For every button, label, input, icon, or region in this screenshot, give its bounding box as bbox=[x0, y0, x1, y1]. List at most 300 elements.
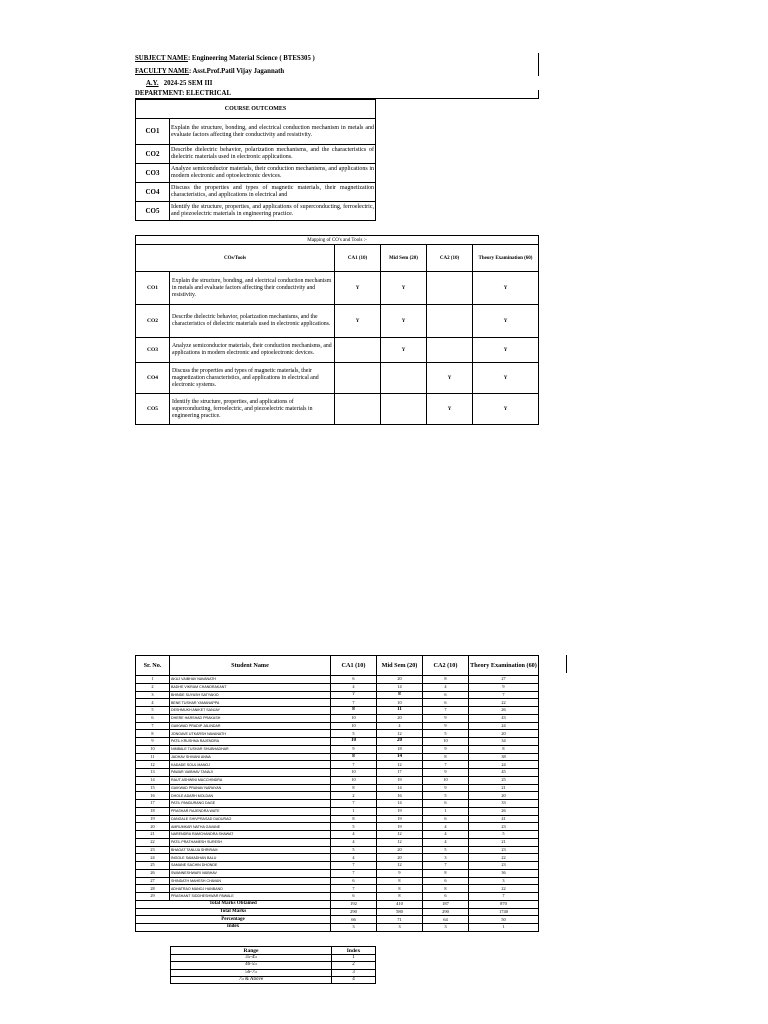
ca2-cell: 6 bbox=[423, 691, 469, 699]
range-row bbox=[171, 955, 376, 962]
theory-cell: 26 bbox=[469, 807, 539, 815]
midsem-cell: 17 bbox=[377, 769, 423, 777]
mapping-midsem: Y bbox=[381, 272, 427, 305]
ca1-cell: 8 bbox=[331, 815, 377, 823]
ca2-cell: 8 bbox=[423, 885, 469, 893]
mapping-theory: Y bbox=[473, 272, 539, 305]
ca1-cell: 10 bbox=[331, 776, 377, 784]
mapping-header-ca2: CA2 (10) bbox=[427, 245, 473, 272]
sr-no-cell: 5 bbox=[136, 707, 170, 715]
ca2-cell: 1 bbox=[423, 807, 469, 815]
student-name-cell: KADADE SOUL MANOJ bbox=[170, 761, 331, 769]
midsem-cell: 20 bbox=[377, 846, 423, 854]
table-row bbox=[136, 745, 539, 753]
midsem-cell: 12 bbox=[377, 831, 423, 839]
ca1-cell: 8 bbox=[331, 753, 377, 761]
summary-value: 3 bbox=[377, 924, 423, 932]
midsem-cell: 20 bbox=[377, 854, 423, 862]
theory-cell: 5 bbox=[469, 831, 539, 839]
student-name-cell: SAMANE SACHIN DHONDE bbox=[170, 862, 331, 870]
sr-no-cell: 23 bbox=[136, 846, 170, 854]
summary-row bbox=[136, 924, 539, 932]
theory-cell: 27 bbox=[469, 676, 539, 684]
ca1-cell: 9 bbox=[331, 745, 377, 753]
sr-no-cell: 25 bbox=[136, 862, 170, 870]
midsem-cell: 12 bbox=[377, 761, 423, 769]
sr-no-cell: 17 bbox=[136, 800, 170, 808]
mapping-ca2 bbox=[427, 338, 473, 363]
theory-cell: 20 bbox=[469, 730, 539, 738]
ca2-cell: 9 bbox=[423, 769, 469, 777]
sr-no-cell: 26 bbox=[136, 869, 170, 877]
midsem-cell: 19 bbox=[377, 776, 423, 784]
theory-cell: 25 bbox=[469, 776, 539, 784]
ca2-cell: 9 bbox=[423, 722, 469, 730]
co-row bbox=[136, 202, 376, 221]
table-row bbox=[136, 769, 539, 777]
ca2-cell: 4 bbox=[423, 838, 469, 846]
ca1-cell: 2 bbox=[331, 792, 377, 800]
sr-no-cell: 11 bbox=[136, 753, 170, 761]
mapping-header-theory: Theory Examination (60) bbox=[473, 245, 539, 272]
table-row bbox=[136, 877, 539, 885]
range-cell: 35-45 bbox=[171, 955, 332, 962]
ca1-cell: 7 bbox=[331, 691, 377, 699]
mapping-ca1 bbox=[335, 363, 381, 394]
summary-value: 870 bbox=[469, 900, 539, 908]
theory-cell: 41 bbox=[469, 815, 539, 823]
ca1-cell: 4 bbox=[331, 838, 377, 846]
student-marks-table bbox=[135, 655, 539, 932]
co-text: Identify the structure, properties, and applications of superconducting, ferroelectric, and piezoelectric materials in engineering practice. bbox=[170, 202, 376, 221]
ca1-cell: 6 bbox=[331, 893, 377, 901]
co-text: Analyze semiconductor materials, their conduction mechanisms, and applications in modern electronic and optoelectronic devices. bbox=[170, 164, 376, 183]
ay-label: A.Y. bbox=[146, 80, 159, 87]
summary-row bbox=[136, 916, 539, 924]
summary-value: 66 bbox=[331, 916, 377, 924]
midsem-cell: 20 bbox=[377, 738, 423, 746]
student-name-cell: PATIL KRUSHNA RAJENDRA bbox=[170, 738, 331, 746]
ca1-cell: 4 bbox=[331, 854, 377, 862]
mapping-ca1: Y bbox=[335, 305, 381, 338]
header-midsem: Mid Sem (20) bbox=[377, 656, 423, 676]
index-cell: 2 bbox=[332, 962, 376, 969]
mapping-row bbox=[136, 305, 539, 338]
range-header: Range bbox=[171, 947, 332, 955]
ca1-cell: 7 bbox=[331, 699, 377, 707]
co-code: CO5 bbox=[136, 202, 170, 221]
student-name-cell: BADHE VIKRAM CHANDRAKANT bbox=[170, 683, 331, 691]
mapping-row bbox=[136, 394, 539, 425]
midsem-cell: 11 bbox=[377, 707, 423, 715]
ca1-cell: 10 bbox=[331, 769, 377, 777]
ca1-cell: 10 bbox=[331, 714, 377, 722]
student-name-cell: DESHMUKH ANIKET SANJAY bbox=[170, 707, 331, 715]
mapping-header-midsem: Mid Sem (20) bbox=[381, 245, 427, 272]
table-row bbox=[136, 862, 539, 870]
table-row bbox=[136, 776, 539, 784]
student-name-cell: PATIL PANDURANG DAGE bbox=[170, 800, 331, 808]
midsem-cell: 10 bbox=[377, 699, 423, 707]
summary-value: 580 bbox=[377, 908, 423, 916]
faculty-line bbox=[135, 67, 284, 76]
theory-cell: 36 bbox=[469, 869, 539, 877]
sr-no-cell: 12 bbox=[136, 761, 170, 769]
sr-no-cell: 1 bbox=[136, 676, 170, 684]
mapping-header-cos: COs/Tools bbox=[136, 245, 335, 272]
student-name-cell: BHINDE SUYASH SATYAKIO bbox=[170, 691, 331, 699]
ca2-cell: 5 bbox=[423, 846, 469, 854]
mapping-text: Discuss the properties and types of magnetic materials, their magnetization characteristics, and applications in electrical and electronic systems. bbox=[170, 363, 335, 394]
student-name-cell: DHOLE ADARH MOLDAN bbox=[170, 792, 331, 800]
theory-cell: 3 bbox=[469, 877, 539, 885]
table-row bbox=[136, 722, 539, 730]
ca2-cell: 3 bbox=[423, 854, 469, 862]
midsem-cell: 14 bbox=[377, 683, 423, 691]
midsem-cell: 18 bbox=[377, 745, 423, 753]
theory-cell: 33 bbox=[469, 800, 539, 808]
index-cell: 1 bbox=[332, 955, 376, 962]
header-ca1: CA1 (10) bbox=[331, 656, 377, 676]
table-row bbox=[136, 683, 539, 691]
student-name-cell: NARENDRA RAMCHANDRA SHAWAT bbox=[170, 831, 331, 839]
student-name-cell: JADHAV SHIVANI ANNA bbox=[170, 753, 331, 761]
student-name-cell: SHINDATH MAHESH CHAVAN bbox=[170, 877, 331, 885]
summary-label: Percentage bbox=[136, 916, 331, 924]
mapping-row bbox=[136, 338, 539, 363]
course-outcomes-table bbox=[135, 99, 376, 221]
header-student-name: Student Name bbox=[170, 656, 331, 676]
mapping-ca2 bbox=[427, 272, 473, 305]
mapping-ca1 bbox=[335, 338, 381, 363]
midsem-cell: 20 bbox=[377, 714, 423, 722]
table-row bbox=[136, 676, 539, 684]
sr-no-cell: 20 bbox=[136, 823, 170, 831]
ca2-cell: 7 bbox=[423, 707, 469, 715]
table-row bbox=[136, 838, 539, 846]
mapping-text: Explain the structure, bonding, and electrical conduction mechanism in metals and evaluate factors affecting their conductivity and resistivity. bbox=[170, 272, 335, 305]
summary-value: 3 bbox=[423, 924, 469, 932]
ca2-cell: 6 bbox=[423, 893, 469, 901]
sr-no-cell: 8 bbox=[136, 730, 170, 738]
range-index-table bbox=[170, 946, 376, 984]
table-row bbox=[136, 815, 539, 823]
mapping-co: CO3 bbox=[136, 338, 170, 363]
sr-no-cell: 7 bbox=[136, 722, 170, 730]
sr-no-cell: 6 bbox=[136, 714, 170, 722]
mapping-row bbox=[136, 363, 539, 394]
co-text: Discuss the properties and types of magnetic materials, their magnetization characteristics, and applications in electrical and bbox=[170, 183, 376, 202]
theory-cell: 26 bbox=[469, 707, 539, 715]
ay-line bbox=[146, 79, 212, 88]
table-row bbox=[136, 691, 539, 699]
summary-value: 290 bbox=[331, 908, 377, 916]
midsem-cell: 12 bbox=[377, 730, 423, 738]
index-cell: 4 bbox=[332, 976, 376, 983]
range-row bbox=[171, 962, 376, 969]
mapping-co: CO4 bbox=[136, 363, 170, 394]
mapping-ca2: Y bbox=[427, 363, 473, 394]
table-row bbox=[136, 792, 539, 800]
co-text: Describe dielectric behavior, polarization mechanisms, and the characteristics of dielectric materials used in electronic applications. bbox=[170, 145, 376, 164]
summary-value: 1 bbox=[469, 924, 539, 932]
sr-no-cell: 13 bbox=[136, 769, 170, 777]
ca2-cell: 6 bbox=[423, 877, 469, 885]
header-ca2: CA2 (10) bbox=[423, 656, 469, 676]
ca2-cell: 5 bbox=[423, 730, 469, 738]
theory-cell: 24 bbox=[469, 722, 539, 730]
mapping-ca2 bbox=[427, 305, 473, 338]
co-row bbox=[136, 183, 376, 202]
table-row bbox=[136, 807, 539, 815]
sr-no-cell: 3 bbox=[136, 691, 170, 699]
table-row bbox=[136, 831, 539, 839]
table-row bbox=[136, 714, 539, 722]
ca1-cell: 6 bbox=[331, 676, 377, 684]
ca2-cell: 7 bbox=[423, 862, 469, 870]
sr-no-cell: 24 bbox=[136, 854, 170, 862]
midsem-cell: 12 bbox=[377, 838, 423, 846]
midsem-cell: 14 bbox=[377, 800, 423, 808]
ca2-cell: 4 bbox=[423, 683, 469, 691]
ca2-cell: 6 bbox=[423, 815, 469, 823]
midsem-cell: 8 bbox=[377, 885, 423, 893]
sr-no-cell: 14 bbox=[136, 776, 170, 784]
student-name-cell: PRASHAR RAJENDRA WATE bbox=[170, 807, 331, 815]
mapping-theory: Y bbox=[473, 363, 539, 394]
theory-cell: 7 bbox=[469, 893, 539, 901]
mapping-co: CO5 bbox=[136, 394, 170, 425]
table-row bbox=[136, 800, 539, 808]
theory-cell: 22 bbox=[469, 699, 539, 707]
mapping-text: Analyze semiconductor materials, their conduction mechanisms, and applications in modern electronic and optoelectronic devices. bbox=[170, 338, 335, 363]
ca1-cell: 7 bbox=[331, 885, 377, 893]
co-code: CO1 bbox=[136, 119, 170, 145]
student-name-cell: ADHATRAO MANOJ HANBAND bbox=[170, 885, 331, 893]
ca1-cell: 7 bbox=[331, 869, 377, 877]
summary-value: 3 bbox=[331, 924, 377, 932]
summary-label: Index bbox=[136, 924, 331, 932]
ca1-cell: 10 bbox=[331, 722, 377, 730]
theory-cell: 21 bbox=[469, 838, 539, 846]
summary-label: Total Marks bbox=[136, 908, 331, 916]
mapping-midsem bbox=[381, 394, 427, 425]
student-name-cell: DHERE HARSHAD PRAKASH bbox=[170, 714, 331, 722]
midsem-cell: 14 bbox=[377, 753, 423, 761]
ca2-cell: 7 bbox=[423, 761, 469, 769]
theory-cell: 9 bbox=[469, 683, 539, 691]
student-name-cell: NIMBALE TUSHAR SHUBHADHAR bbox=[170, 745, 331, 753]
table-row bbox=[136, 846, 539, 854]
sr-no-cell: 21 bbox=[136, 831, 170, 839]
mapping-co: CO1 bbox=[136, 272, 170, 305]
student-name-cell: GAIKWAD PRANAV NARAYAN bbox=[170, 784, 331, 792]
ca1-cell: 7 bbox=[331, 761, 377, 769]
student-name-cell: RAUT ASHWINI MACCHINDRA bbox=[170, 776, 331, 784]
theory-cell: 7 bbox=[469, 691, 539, 699]
theory-cell: 8 bbox=[469, 745, 539, 753]
mapping-row bbox=[136, 272, 539, 305]
table-row bbox=[136, 869, 539, 877]
table-row bbox=[136, 854, 539, 862]
header-theory: Theory Examination (60) bbox=[469, 656, 539, 676]
summary-value: 192 bbox=[331, 900, 377, 908]
student-name-cell: AMRUMKAR NATHA GAVANE bbox=[170, 823, 331, 831]
ca2-cell: 9 bbox=[423, 784, 469, 792]
mapping-midsem bbox=[381, 363, 427, 394]
subject-line bbox=[135, 54, 315, 63]
co-row bbox=[136, 145, 376, 164]
faculty-value: : Asst.Prof.Patil Vijay Jagannath bbox=[188, 68, 285, 75]
course-outcomes-title: COURSE OUTCOMES bbox=[136, 100, 376, 119]
midsem-cell: 4 bbox=[377, 722, 423, 730]
sr-no-cell: 28 bbox=[136, 885, 170, 893]
summary-value: 1740 bbox=[469, 908, 539, 916]
range-cell: 46-55 bbox=[171, 962, 332, 969]
midsem-cell: 19 bbox=[377, 815, 423, 823]
subject-value: : Engineering Material Science ( BTES305 ) bbox=[187, 55, 315, 62]
page-edge-mark bbox=[538, 90, 539, 98]
student-name-cell: PAWAR VAIBHAV TANAJI bbox=[170, 769, 331, 777]
co-code: CO4 bbox=[136, 183, 170, 202]
ca1-cell: 5 bbox=[331, 730, 377, 738]
sr-no-cell: 18 bbox=[136, 807, 170, 815]
co-mapping-table bbox=[135, 235, 539, 425]
theory-cell: 45 bbox=[469, 769, 539, 777]
ca1-cell: 5 bbox=[331, 846, 377, 854]
theory-cell: 22 bbox=[469, 854, 539, 862]
student-name-cell: GAIKWAD PRADIP JALINDAR bbox=[170, 722, 331, 730]
ca2-cell: 10 bbox=[423, 738, 469, 746]
ca1-cell: 7 bbox=[331, 862, 377, 870]
table-row bbox=[136, 753, 539, 761]
mapping-theory: Y bbox=[473, 338, 539, 363]
student-name-cell: AKUJ VAIBHAV NAVANATH bbox=[170, 676, 331, 684]
range-row bbox=[171, 976, 376, 983]
sr-no-cell: 16 bbox=[136, 792, 170, 800]
theory-cell: 34 bbox=[469, 738, 539, 746]
mapping-midsem: Y bbox=[381, 305, 427, 338]
mapping-co: CO2 bbox=[136, 305, 170, 338]
ca1-cell: 7 bbox=[331, 800, 377, 808]
department-line bbox=[135, 89, 231, 98]
subject-label: SUBJECT NAME bbox=[135, 55, 188, 62]
mapping-ca1 bbox=[335, 394, 381, 425]
sr-no-cell: 22 bbox=[136, 838, 170, 846]
co-row bbox=[136, 164, 376, 183]
student-name-cell: JONGAVE UTKARSH NAVANATH bbox=[170, 730, 331, 738]
ay-value: 2024-25 SEM III bbox=[163, 80, 213, 87]
theory-cell: 23 bbox=[469, 846, 539, 854]
student-name-cell: PRASHANT SIDDHESHWAR PAWALE bbox=[170, 893, 331, 901]
midsem-cell: 8 bbox=[377, 691, 423, 699]
student-name-cell: DANGALE SHIVPRASAD DADURAO bbox=[170, 815, 331, 823]
midsem-cell: 8 bbox=[377, 877, 423, 885]
student-name-cell: INGOLE SAMADHAN BALU bbox=[170, 854, 331, 862]
co-code: CO3 bbox=[136, 164, 170, 183]
range-cell: 75 & Above bbox=[171, 976, 332, 983]
summary-value: 187 bbox=[423, 900, 469, 908]
co-text: Explain the structure, bonding, and electrical conduction mechanism in metals and evaluate factors affecting their conductivity and resistivity. bbox=[170, 119, 376, 145]
student-name-cell: PATIL PRATHAMESH SURESH bbox=[170, 838, 331, 846]
summary-row bbox=[136, 900, 539, 908]
table-row bbox=[136, 738, 539, 746]
midsem-cell: 12 bbox=[377, 862, 423, 870]
sr-no-cell: 2 bbox=[136, 683, 170, 691]
ca2-cell: 4 bbox=[423, 831, 469, 839]
mapping-theory: Y bbox=[473, 394, 539, 425]
mapping-text: Describe dielectric behavior, polarization mechanisms, and the characteristics of dielectric materials used in electronic applications. bbox=[170, 305, 335, 338]
summary-value: 290 bbox=[423, 908, 469, 916]
ca1-cell: 8 bbox=[331, 707, 377, 715]
sr-no-cell: 15 bbox=[136, 784, 170, 792]
ca1-cell: 1 bbox=[331, 807, 377, 815]
index-header: Index bbox=[332, 947, 376, 955]
summary-row bbox=[136, 908, 539, 916]
table-row bbox=[136, 730, 539, 738]
theory-cell: 23 bbox=[469, 862, 539, 870]
table-row bbox=[136, 761, 539, 769]
index-cell: 3 bbox=[332, 969, 376, 976]
summary-value: 71 bbox=[377, 916, 423, 924]
midsem-cell: 14 bbox=[377, 784, 423, 792]
page-edge-mark bbox=[566, 655, 567, 673]
theory-cell: 43 bbox=[469, 714, 539, 722]
ca1-cell: 8 bbox=[331, 784, 377, 792]
sr-no-cell: 10 bbox=[136, 745, 170, 753]
range-row bbox=[171, 969, 376, 976]
midsem-cell: 19 bbox=[377, 823, 423, 831]
mapping-midsem: Y bbox=[381, 338, 427, 363]
co-code: CO2 bbox=[136, 145, 170, 164]
mapping-ca2: Y bbox=[427, 394, 473, 425]
page-edge-mark bbox=[538, 53, 539, 76]
table-row bbox=[136, 707, 539, 715]
ca1-cell: 5 bbox=[331, 823, 377, 831]
department-label: DEPARTMENT bbox=[135, 90, 183, 97]
midsem-cell: 20 bbox=[377, 676, 423, 684]
sr-no-cell: 4 bbox=[136, 699, 170, 707]
sr-no-cell: 27 bbox=[136, 877, 170, 885]
sr-no-cell: 19 bbox=[136, 815, 170, 823]
table-row bbox=[136, 784, 539, 792]
co-row bbox=[136, 119, 376, 145]
theory-cell: 38 bbox=[469, 753, 539, 761]
student-name-cell: BENE TUSHAR YAMANAPPA bbox=[170, 699, 331, 707]
student-name-cell: SWANNESHWARI VAIBHAV bbox=[170, 869, 331, 877]
ca1-cell: 4 bbox=[331, 683, 377, 691]
ca2-cell: 8 bbox=[423, 869, 469, 877]
sr-no-cell: 9 bbox=[136, 738, 170, 746]
sr-no-cell: 29 bbox=[136, 893, 170, 901]
department-value: : ELECTRICAL bbox=[182, 90, 232, 97]
theory-cell: 21 bbox=[469, 784, 539, 792]
mapping-caption: Mapping of CO's and Tools :- bbox=[136, 236, 539, 245]
ca2-cell: 6 bbox=[423, 699, 469, 707]
student-name-cell: BHAGAT TANUJA SHRIRAM bbox=[170, 846, 331, 854]
ca1-cell: 10 bbox=[331, 738, 377, 746]
ca2-cell: 5 bbox=[423, 792, 469, 800]
ca2-cell: 8 bbox=[423, 676, 469, 684]
faculty-label: FACULTY NAME bbox=[135, 68, 189, 75]
ca2-cell: 9 bbox=[423, 745, 469, 753]
ca1-cell: 4 bbox=[331, 831, 377, 839]
range-cell: 56-75 bbox=[171, 969, 332, 976]
table-row bbox=[136, 823, 539, 831]
mapping-header-ca1: CA1 (10) bbox=[335, 245, 381, 272]
ca2-cell: 10 bbox=[423, 776, 469, 784]
theory-cell: 24 bbox=[469, 761, 539, 769]
